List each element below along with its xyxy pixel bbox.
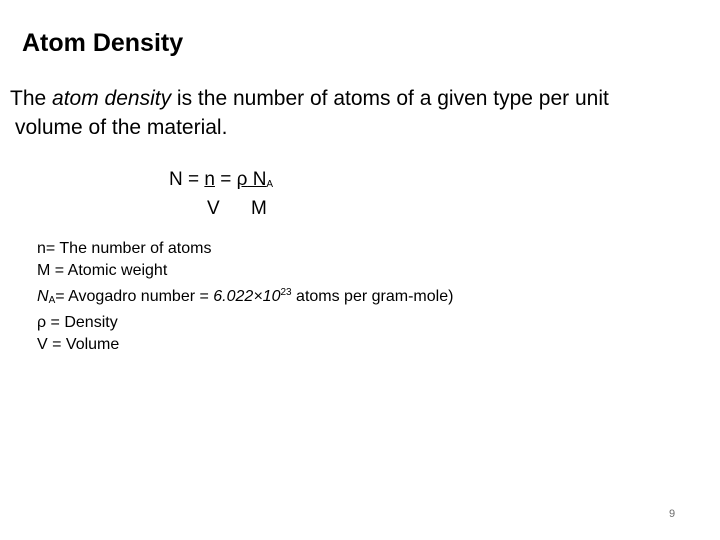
equation-equals: =	[214, 169, 237, 190]
equation-subscript-a: A	[266, 179, 274, 190]
equation-denominator-v: V	[207, 198, 220, 219]
slide-title: Atom Density	[22, 29, 184, 57]
page-number: 9	[669, 508, 676, 520]
definition-na-label: = Avogadro number =	[55, 288, 214, 305]
intro-term-atom-density: atom density	[52, 87, 172, 110]
atom-density-equation	[169, 168, 273, 221]
definition-na-exponent: 23	[280, 287, 292, 298]
definition-na-symbol: N	[37, 288, 49, 305]
equation-N: N	[247, 169, 267, 190]
definitions-list	[37, 238, 453, 356]
equation-lhs: N =	[169, 169, 205, 190]
definition-v: V = Volume	[37, 336, 120, 353]
definition-n: n= The number of atoms	[37, 240, 212, 257]
intro-text-line2: volume of the material.	[15, 116, 228, 139]
definition-na	[37, 282, 453, 312]
definition-na-units: atoms per gram-mole)	[291, 288, 454, 305]
definition-na-subscript: A	[48, 295, 56, 306]
equation-numerator-rho-na	[237, 169, 273, 190]
definition-na-value: 6.022×10	[213, 288, 281, 305]
equation-numerator-n: n	[204, 169, 215, 190]
equation-denominator-m: M	[250, 198, 267, 219]
intro-paragraph	[10, 84, 710, 142]
intro-text-rest: is the number of atoms of a given type per unit	[171, 87, 609, 110]
equation-denominators	[169, 197, 273, 221]
intro-text-start: The	[10, 87, 53, 110]
definition-m: M = Atomic weight	[37, 262, 168, 279]
equation-rho: ρ	[236, 169, 248, 190]
definition-rho: ρ = Density	[37, 314, 118, 331]
